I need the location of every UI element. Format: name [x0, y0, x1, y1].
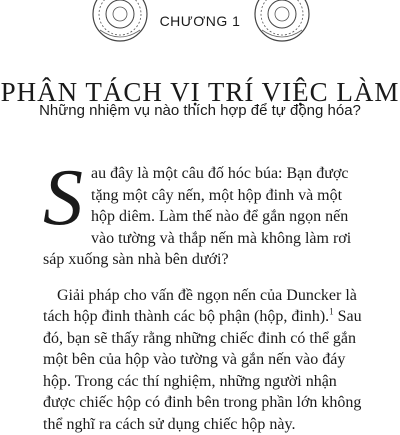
- chapter-subtitle: Những nhiệm vụ nào thích hợp để tự động hóa?: [0, 102, 400, 119]
- body-text: [43, 163, 365, 435]
- ornament-right-icon: [254, 0, 310, 44]
- drop-cap: S: [43, 165, 83, 231]
- paragraph-1: [43, 163, 365, 271]
- paragraph-2: [43, 285, 365, 435]
- paragraph-2-text-b: Sau đó, bạn sẽ thấy rằng những chiếc đinh có thể gắn một bên của hộp vào tường và gắn nến vào đáy hộp. Trong các thí nghiệm, những người nhận được chiếc hộp có đinh bên trong phần lớn không thể nghĩ ra cách sử dụng chiếc hộp này.: [43, 308, 362, 433]
- chapter-title: PHÂN TÁCH VỊ TRÍ VIỆC LÀM: [0, 77, 400, 108]
- paragraph-2-text-a: Giải pháp cho vấn đề ngọn nến của Duncker là tách hộp đinh thành các bộ phận (hộp, đinh).: [43, 287, 357, 326]
- chapter-label: CHƯƠNG 1: [0, 13, 400, 29]
- chapter-header: [0, 0, 400, 44]
- paragraph-1-text: au đây là một câu đố hóc búa: Bạn được tặng một cây nến, một hộp đinh và một hộp diêm. Làm thế nào để gắn ngọn nến vào tường và thắp nến mà không làm rơi sáp xuống sàn nhà bên dưới?: [43, 165, 351, 268]
- footnote-marker[interactable]: 1: [329, 307, 334, 317]
